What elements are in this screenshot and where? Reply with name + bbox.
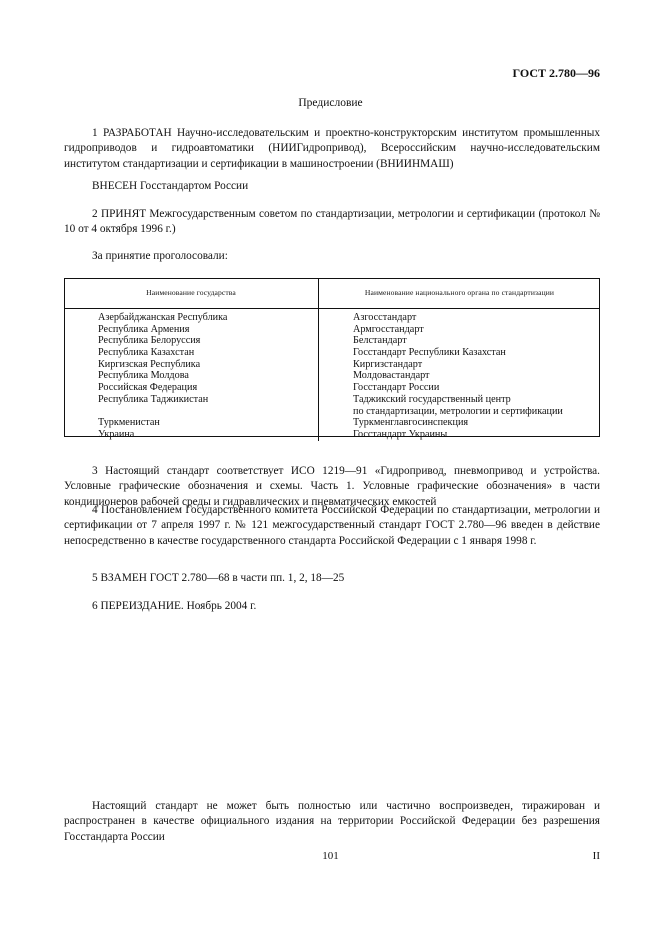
table-cell-body: по стандартизации, метрологии и сертификации xyxy=(353,405,563,417)
section-2-adopted: 2 ПРИНЯТ Межгосударственным советом по стандартизации, метрологии и сертификации (протокол № 10 от 4 октября 1996 г.) xyxy=(64,208,600,236)
col-header-state: Наименование государства xyxy=(64,278,319,309)
col-header-body: Наименование национального органа по стандартизации xyxy=(319,278,601,309)
table-cell-body: Госстандарт Республики Казахстан xyxy=(353,347,506,359)
roman-page-number: II xyxy=(592,850,600,862)
section-introduced: ВНЕСЕН Госстандартом России xyxy=(92,180,249,192)
table-cell-body: Госстандарт Украины xyxy=(353,428,448,440)
table-cell-state: Республика Армения xyxy=(98,323,190,335)
table-cell-state: Азербайджанская Республика xyxy=(98,312,228,323)
table-cell-body: Госстандарт России xyxy=(353,382,440,394)
votes-table xyxy=(64,278,600,441)
table-cell-body: Азгосстандарт xyxy=(353,312,417,323)
section-1-developed: 1 РАЗРАБОТАН Научно-исследовательским и проектно-конструкторским институтом промышленных гидроприводов и гидроавтоматики (НИИГидропривод), Всероссийским научно-исследовательским институтом стандартизации и сертификации в машиностроении (ВНИИНМАШ) xyxy=(64,127,600,170)
table-cell-body: Молдовастандарт xyxy=(353,370,430,382)
table-cell-state: Республика Таджикистан xyxy=(98,393,209,405)
table-cell-body: Киргизстандарт xyxy=(353,358,423,370)
section-4-resolution: 4 Постановлением Государственного комитета Российской Федерации по стандартизации, метрологии и сертификации от 7 апреля 1997 г. № 121 межгосударственный стандарт ГОСТ 2.780—96 введен в действие непосредственно в качестве государственного стандарта Российской Федерации с 1 января 1998 г. xyxy=(64,504,600,547)
table-cell-body: Туркменглавгосинспекция xyxy=(353,417,469,429)
table-cell-state: Республика Белоруссия xyxy=(98,335,201,347)
table-cell-state: Российская Федерация xyxy=(98,382,198,394)
document-code: ГОСТ 2.780—96 xyxy=(512,66,600,80)
table-cell-state: Киргизская Республика xyxy=(98,358,201,370)
table-cell-state: Республика Молдова xyxy=(98,370,189,382)
section-6-reissue: 6 ПЕРЕИЗДАНИЕ. Ноябрь 2004 г. xyxy=(92,600,257,612)
table-cell-state: Республика Казахстан xyxy=(98,347,195,359)
page-title: Предисловие xyxy=(298,97,363,109)
voted-label: За принятие проголосовали: xyxy=(92,250,228,262)
section-5-replaces: 5 ВЗАМЕН ГОСТ 2.780—68 в части пп. 1, 2, 18—25 xyxy=(92,572,345,584)
table-cell-body: Таджикский государственный центр xyxy=(353,393,511,405)
table-cell-state: Туркменистан xyxy=(98,417,160,429)
table-cell-state xyxy=(98,406,318,418)
table-cell-body: Армгосстандарт xyxy=(353,323,424,335)
copyright-notice: Настоящий стандарт не может быть полностью или частично воспроизведен, тиражирован и распространен в качестве официального издания на территории Российской Федерации без разрешения Госстандарта России xyxy=(64,800,600,843)
table-cell-state: Украина xyxy=(98,428,135,440)
body-column xyxy=(319,309,601,441)
state-column xyxy=(64,309,319,441)
table-cell-body: Белстандарт xyxy=(353,335,407,347)
page-number: 101 xyxy=(322,850,339,862)
section-3-conformity: 3 Настоящий стандарт соответствует ИСО 1219—91 «Гидропривод, пневмопривод и устройства. Условные графические обозначения и схемы. Часть 1. Условные графические обозначения» в части кондиционеров рабочей среды и гидравлических и пневматических емкостей xyxy=(64,465,600,508)
